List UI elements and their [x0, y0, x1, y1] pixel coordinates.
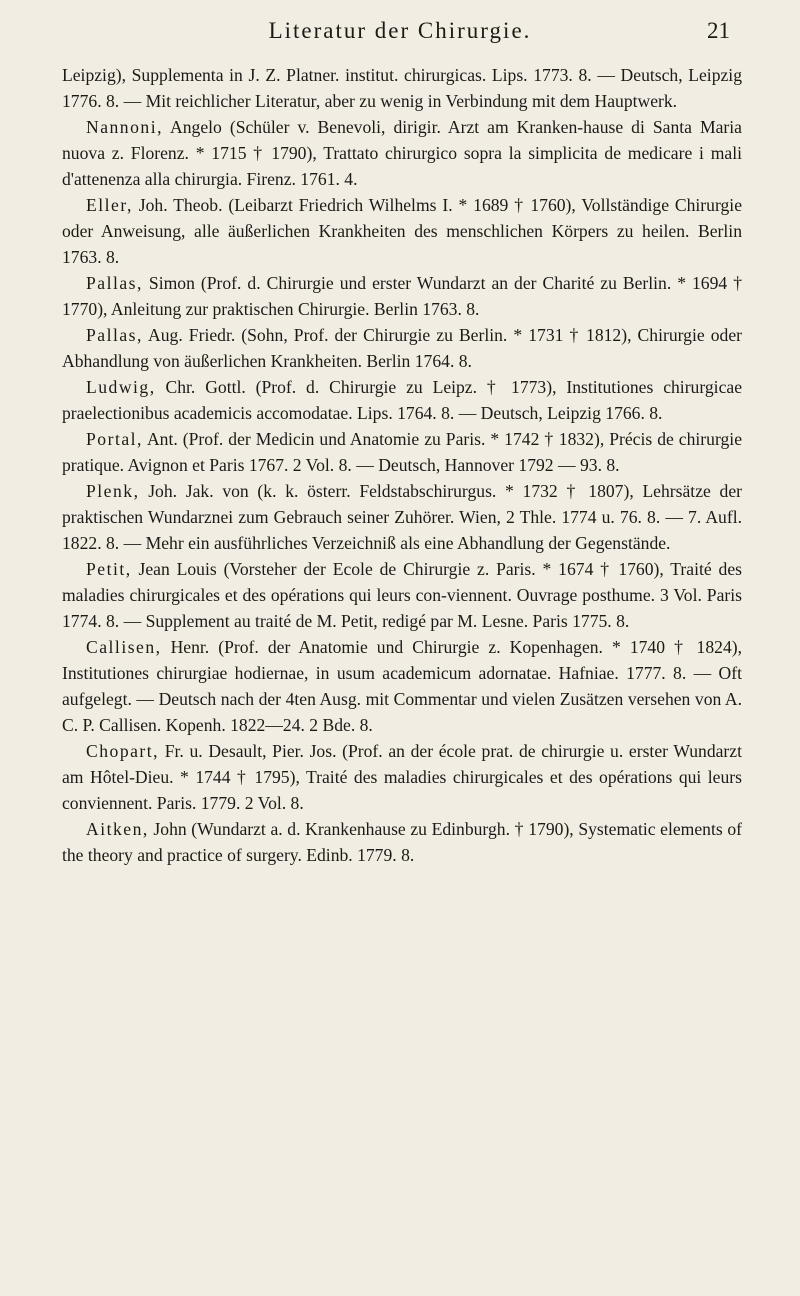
running-title: Literatur der Chirurgie. — [268, 18, 532, 43]
entry-author: Aitken, — [86, 819, 149, 839]
entry-author: Pallas, — [86, 325, 143, 345]
bibliography-entry — [62, 634, 742, 738]
entry-text: Angelo (Schüler v. Benevoli, dirigir. Arzt am Kranken-hause di Santa Maria nuova z. Florenz. * 1715 † 1790), Trattato chirurgico sopra la simplicita de medicare i mali d'attenenza alla chirurgia. Firenz. 1761. 4. — [62, 117, 742, 189]
entry-text: John (Wundarzt a. d. Krankenhause zu Edinburgh. † 1790), Systematic elements of the theory and practice of surgery. Edinb. 1779. 8. — [62, 819, 742, 865]
bibliography-entry — [62, 816, 742, 868]
page-number: 21 — [707, 18, 730, 43]
bibliography-entry — [62, 322, 742, 374]
bibliography-entry — [62, 192, 742, 270]
bibliography-entry — [62, 478, 742, 556]
entry-text: Simon (Prof. d. Chirurgie und erster Wundarzt an der Charité zu Berlin. * 1694 † 1770), Anleitung zur praktischen Chirurgie. Berlin 1763. 8. — [62, 273, 742, 319]
entry-author: Portal, — [86, 429, 143, 449]
bibliography-entry — [62, 62, 742, 114]
entry-text: Joh. Theob. (Leibarzt Friedrich Wilhelms I. * 1689 † 1760), Vollständige Chirurgie oder Anweisung, alle äußerlichen Krankheiten des menschlichen Körpers zu heilen. Berlin 1763. 8. — [62, 195, 742, 267]
entry-author: Chopart, — [86, 741, 160, 761]
entry-text: Fr. u. Desault, Pier. Jos. (Prof. an der école prat. de chirurgie u. erster Wundarzt am Hôtel-Dieu. * 1744 † 1795), Traité des maladies chirurgicales et des opérations qui leurs conviennent. Paris. 1779. 2 Vol. 8. — [62, 741, 742, 813]
entry-author: Petit, — [86, 559, 132, 579]
entry-author: Callisen, — [86, 637, 162, 657]
entry-text: Ant. (Prof. der Medicin und Anatomie zu Paris. * 1742 † 1832), Précis de chirurgie pratique. Avignon et Paris 1767. 2 Vol. 8. — Deutsch, Hannover 1792 — 93. 8. — [62, 429, 742, 475]
entry-text: Jean Louis (Vorsteher der Ecole de Chirurgie z. Paris. * 1674 † 1760), Traité des maladies chirurgicales et des opérations qui leurs con-viennent. Ouvrage posthume. 3 Vol. Paris 1774. 8. — Supplement au traité de M. Petit, redigé par M. Lesne. Paris 1775. 8. — [62, 559, 742, 631]
entry-author: Plenk, — [86, 481, 140, 501]
bibliography-entry — [62, 738, 742, 816]
entry-author: Eller, — [86, 195, 133, 215]
entry-author: Ludwig, — [86, 377, 156, 397]
entry-author: Pallas, — [86, 273, 143, 293]
entry-text: Aug. Friedr. (Sohn, Prof. der Chirurgie zu Berlin. * 1731 † 1812), Chirurgie oder Abhandlung von äußerlichen Krankheiten. Berlin 1764. 8. — [62, 325, 742, 371]
entry-text: Joh. Jak. von (k. k. österr. Feldstabschirurgus. * 1732 † 1807), Lehrsätze der praktischen Wundarznei zum Gebrauch seiner Zuhörer. Wien, 2 Thle. 1774 u. 76. 8. — 7. Aufl. 1822. 8. — Mehr ein ausführliches Verzeichniß als eine Abhandlung der Gegenstände. — [62, 481, 742, 553]
entry-author: Nannoni, — [86, 117, 163, 137]
bibliography-entry — [62, 556, 742, 634]
entry-text: Leipzig), Supplementa in J. Z. Platner. institut. chirurgicas. Lips. 1773. 8. — Deutsch, Leipzig 1776. 8. — Mit reichlicher Literatur, aber zu wenig in Verbindung mit dem Hauptwerk. — [62, 65, 742, 111]
bibliography-entry — [62, 426, 742, 478]
bibliography-entry — [62, 374, 742, 426]
entry-text: Henr. (Prof. der Anatomie und Chirurgie z. Kopenhagen. * 1740 † 1824), Institutiones chirurgiae hodiernae, in usum academicum adornatae. Hafniae. 1777. 8. — Oft aufgelegt. — Deutsch nach der 4ten Ausg. mit Commentar und vielen Zusätzen versehen von A. C. P. Callisen. Kopenh. 1822—24. 2 Bde. 8. — [62, 637, 742, 735]
bibliography-entry — [62, 114, 742, 192]
entry-text: Chr. Gottl. (Prof. d. Chirurgie zu Leipz. † 1773), Institutiones chirurgicae praelectionibus academicis accomodatae. Lips. 1764. 8. — Deutsch, Leipzig 1766. 8. — [62, 377, 742, 423]
page-header — [60, 14, 740, 50]
bibliography-list — [62, 62, 742, 868]
bibliography-entry — [62, 270, 742, 322]
